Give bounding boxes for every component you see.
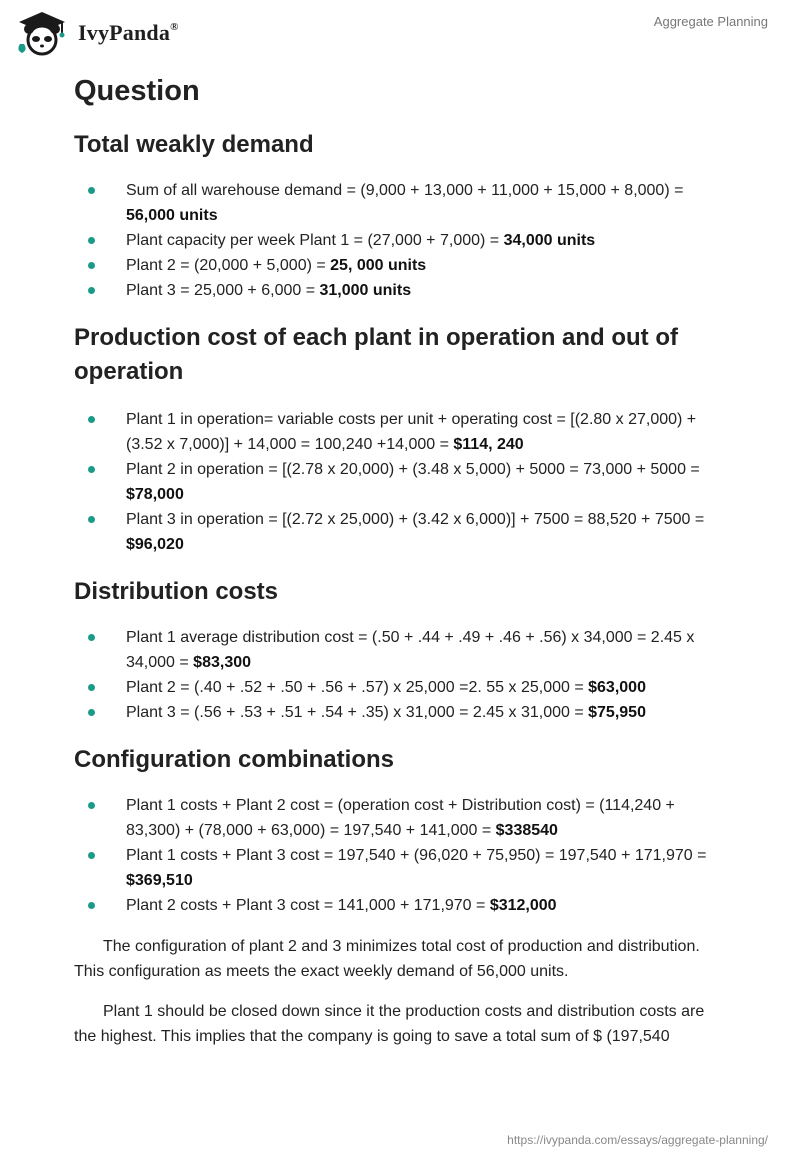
essay-content bbox=[74, 72, 726, 1049]
ivypanda-logo[interactable] bbox=[14, 8, 179, 56]
list-item: Plant 1 average distribution cost = (.50 + .44 + .49 + .46 + .56) x 34,000 = 2.45 x 34,000 = $83,300 bbox=[74, 625, 726, 675]
bullet-icon bbox=[88, 802, 95, 809]
bullet-icon bbox=[88, 684, 95, 691]
list-item: Plant 3 = (.56 + .53 + .51 + .54 + .35) x 31,000 = 2.45 x 31,000 = $75,950 bbox=[74, 700, 726, 725]
logo-wordmark: IvyPanda® bbox=[78, 20, 179, 45]
section-heading-configuration: Configuration combinations bbox=[74, 746, 394, 773]
list-item: Sum of all warehouse demand = (9,000 + 13,000 + 11,000 + 15,000 + 8,000) = 56,000 units bbox=[74, 178, 726, 228]
bullet-icon bbox=[88, 187, 95, 194]
bullet-icon bbox=[88, 237, 95, 244]
section-heading-demand: Total weakly demand bbox=[74, 131, 314, 158]
bullet-icon bbox=[88, 516, 95, 523]
page-title: Question bbox=[74, 75, 200, 107]
bullet-icon bbox=[88, 852, 95, 859]
section-heading-distribution: Distribution costs bbox=[74, 578, 279, 605]
bullet-icon bbox=[88, 634, 95, 641]
bullet-icon bbox=[88, 709, 95, 716]
bullet-icon bbox=[88, 466, 95, 473]
list-item: Plant 2 costs + Plant 3 cost = 141,000 + 171,970 = $312,000 bbox=[74, 893, 726, 918]
paragraph: The configuration of plant 2 and 3 minimizes total cost of production and distribution. This configuration as meets the exact weekly demand of 56,000 units. bbox=[74, 938, 700, 980]
distribution-list bbox=[74, 625, 726, 725]
list-item: Plant capacity per week Plant 1 = (27,000 + 7,000) = 34,000 units bbox=[74, 228, 726, 253]
production-list bbox=[74, 407, 726, 557]
footer-url-link[interactable]: https://ivypanda.com/essays/aggregate-planning/ bbox=[507, 1133, 768, 1147]
list-item: Plant 1 in operation= variable costs per unit + operating cost = [(2.80 x 27,000) + (3.52 x 7,000)] + 14,000 = 100,240 +14,000 = $114, 240 bbox=[74, 407, 726, 457]
list-item: Plant 2 = (20,000 + 5,000) = 25, 000 units bbox=[74, 253, 726, 278]
list-item: Plant 1 costs + Plant 3 cost = 197,540 + (96,020 + 75,950) = 197,540 + 171,970 = $369,510 bbox=[74, 843, 726, 893]
configuration-list bbox=[74, 793, 726, 918]
paragraph: Plant 1 should be closed down since it the production costs and distribution costs are the highest. This implies that the company is going to save a total sum of $ (197,540 bbox=[74, 1003, 705, 1045]
section-heading-production: Production cost of each plant in operation and out of operation bbox=[74, 324, 678, 385]
demand-list bbox=[74, 178, 726, 303]
document-title: Aggregate Planning bbox=[653, 14, 768, 29]
list-item: Plant 3 in operation = [(2.72 x 25,000) + (3.42 x 6,000)] + 7500 = 88,520 + 7500 = $96,020 bbox=[74, 507, 726, 557]
list-item: Plant 1 costs + Plant 2 cost = (operation cost + Distribution cost) = (114,240 + 83,300) + (78,000 + 63,000) = 197,540 + 141,000 = $338540 bbox=[74, 793, 726, 843]
list-item: Plant 3 = 25,000 + 6,000 = 31,000 units bbox=[74, 278, 726, 303]
bullet-icon bbox=[88, 262, 95, 269]
list-item: Plant 2 = (.40 + .52 + .50 + .56 + .57) x 25,000 =2. 55 x 25,000 = $63,000 bbox=[74, 675, 726, 700]
bullet-icon bbox=[88, 287, 95, 294]
panda-graduation-cap-icon bbox=[14, 8, 70, 56]
bullet-icon bbox=[88, 902, 95, 909]
list-item: Plant 2 in operation = [(2.78 x 20,000) + (3.48 x 5,000) + 5000 = 73,000 + 5000 = $78,000 bbox=[74, 457, 726, 507]
bullet-icon bbox=[88, 416, 95, 423]
page-header bbox=[0, 0, 800, 64]
